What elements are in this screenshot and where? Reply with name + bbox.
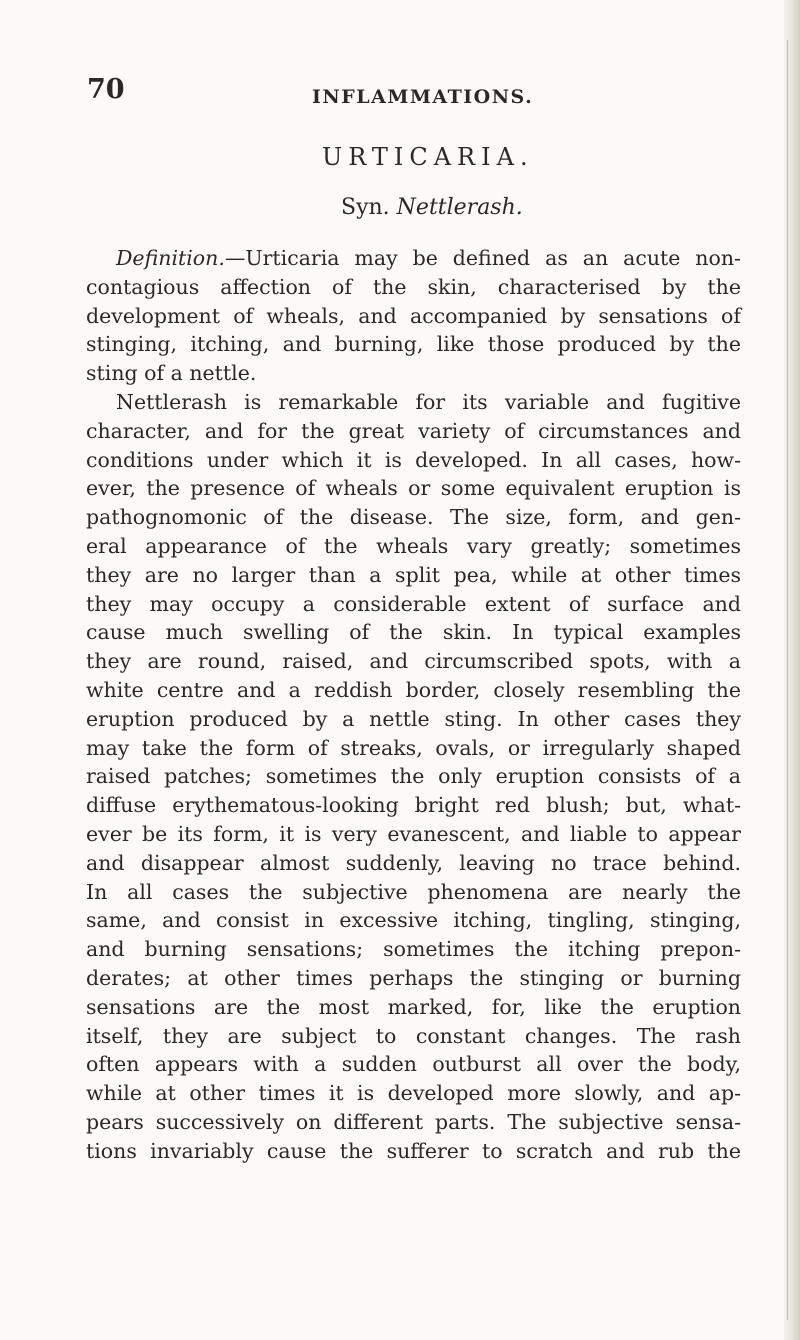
text-line: cause much swelling of the skin. In typical examples: [86, 620, 741, 645]
text-line: and disappear almost suddenly, leaving no trace behind.: [86, 850, 741, 875]
text-line: they are round, raised, and circumscribed spots, with a: [86, 649, 741, 674]
text-line: raised patches; sometimes the only eruption consists of a: [86, 764, 741, 789]
text-line: they may occupy a considerable extent of surface and: [86, 591, 741, 616]
text-line: may take the form of streaks, ovals, or irregularly shaped: [86, 735, 741, 760]
section-title: URTICARIA.: [322, 143, 534, 171]
text-line: development of wheals, and accompanied by sensations of: [86, 303, 741, 328]
definition-label: Definition.: [116, 246, 225, 270]
text-line: pathognomonic of the disease. The size, form, and gen-: [86, 505, 741, 530]
text-line: eruption produced by a nettle sting. In other cases they: [86, 706, 741, 731]
running-head: INFLAMMATIONS.: [312, 86, 534, 108]
text-line: contagious affection of the skin, characterised by the: [86, 274, 741, 299]
text-line: tions invariably cause the sufferer to scratch and rub the: [86, 1138, 741, 1163]
text-line: stinging, itching, and burning, like those produced by the: [86, 332, 741, 357]
text-line: often appears with a sudden outburst all over the body,: [86, 1052, 741, 1077]
text-line-content: —Urticaria may be defined as an acute non-: [224, 246, 741, 270]
text-line: and burning sensations; sometimes the itching prepon-: [86, 937, 741, 962]
text-line: while at other times it is developed more slowly, and ap-: [86, 1081, 741, 1106]
text-line: pears successively on different parts. The subjective sensa-: [86, 1109, 741, 1134]
text-line: same, and consist in excessive itching, tingling, stinging,: [86, 908, 741, 933]
body-text: [86, 244, 741, 1166]
text-line: Nettlerash is remarkable for its variable and fugitive: [116, 389, 741, 414]
text-line: sting of a nettle.: [86, 361, 257, 386]
page-number: 70: [87, 74, 125, 105]
synonym-line: [341, 195, 523, 220]
text-line: derates; at other times perhaps the stinging or burning: [86, 965, 741, 990]
text-line: ever be its form, it is very evanescent, and liable to appear: [86, 821, 741, 846]
text-line: itself, they are subject to constant changes. The rash: [86, 1023, 741, 1048]
text-line: ever, the presence of wheals or some equivalent eruption is: [86, 476, 741, 501]
synonym-label: Syn.: [341, 195, 390, 220]
text-line: In all cases the subjective phenomena are nearly the: [86, 879, 741, 904]
text-line: they are no larger than a split pea, while at other times: [86, 562, 741, 587]
text-line: eral appearance of the wheals vary greatly; sometimes: [86, 533, 741, 558]
text-line: [86, 244, 741, 273]
text-line: white centre and a reddish border, closely resembling the: [86, 677, 741, 702]
text-line: sensations are the most marked, for, like the eruption: [86, 994, 741, 1019]
text-line: character, and for the great variety of circumstances and: [86, 418, 741, 443]
text-line: conditions under which it is developed. In all cases, how-: [86, 447, 741, 472]
page-edge-line: [787, 40, 788, 1320]
synonym-term: Nettlerash.: [396, 195, 523, 220]
text-line: diffuse erythematous-looking bright red blush; but, what-: [86, 793, 741, 818]
